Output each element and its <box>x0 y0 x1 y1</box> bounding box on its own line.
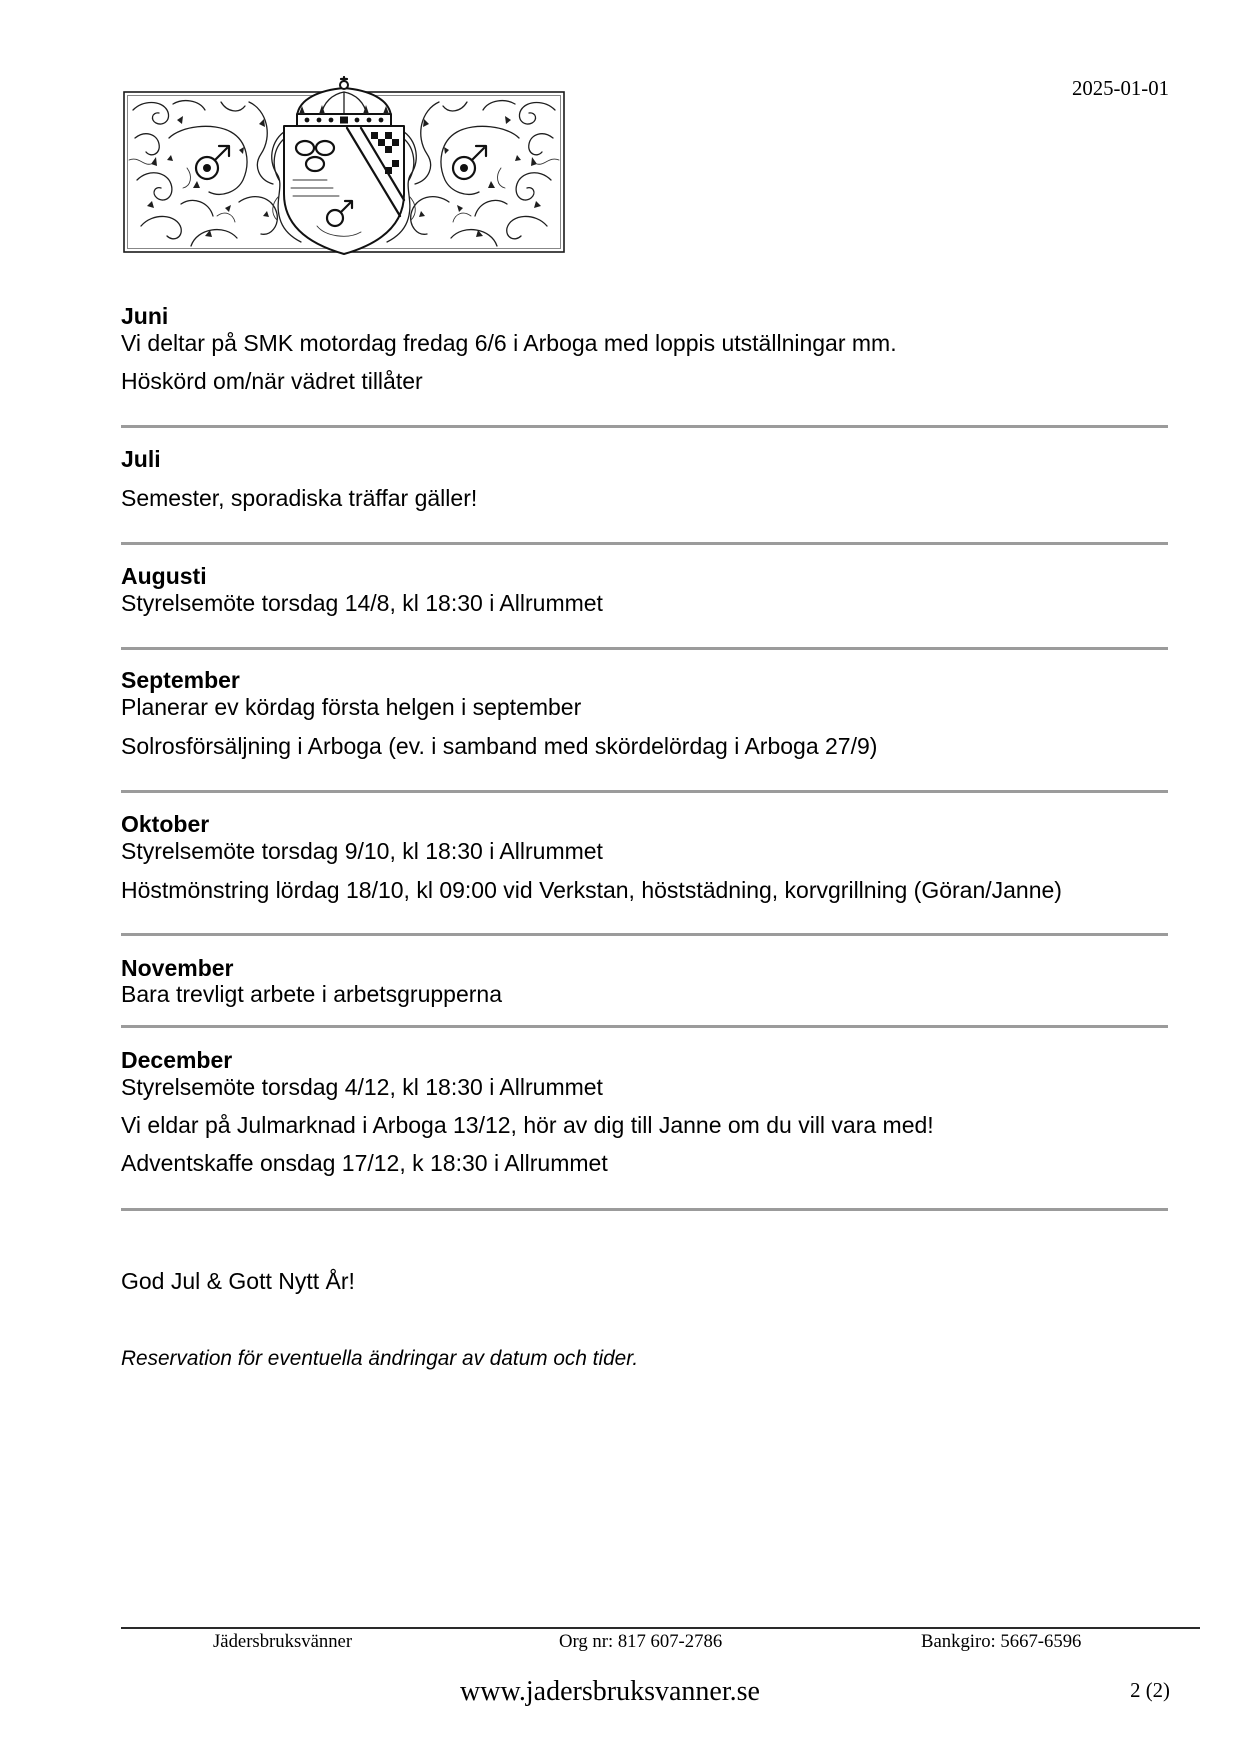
crown-icon <box>297 77 391 126</box>
holiday-greeting: God Jul & Gott Nytt År! <box>121 1268 355 1294</box>
footer-bankgiro: Bankgiro: 5667-6596 <box>921 1631 1082 1652</box>
section-divider <box>121 933 1168 936</box>
section-divider <box>121 425 1168 428</box>
month-heading-oktober: Oktober <box>121 811 210 837</box>
event-line: Adventskaffe onsdag 17/12, k 18:30 i Allrummet <box>121 1150 608 1176</box>
event-line: Styrelsemöte torsdag 9/10, kl 18:30 i Allrummet <box>121 838 603 864</box>
page-number: 2 (2) <box>1130 1679 1170 1702</box>
footer-divider <box>121 1627 1200 1629</box>
month-heading-augusti: Augusti <box>121 563 207 589</box>
event-line: Vi eldar på Julmarknad i Arboga 13/12, hör av dig till Janne om du vill vara med! <box>121 1112 934 1138</box>
coat-of-arms-logo <box>121 76 567 258</box>
event-line: Styrelsemöte torsdag 4/12, kl 18:30 i Allrummet <box>121 1074 603 1100</box>
event-line: Planerar ev kördag första helgen i september <box>121 694 582 720</box>
event-line: Solrosförsäljning i Arboga (ev. i samband med skördelördag i Arboga 27/9) <box>121 733 878 759</box>
event-line: Vi deltar på SMK motordag fredag 6/6 i Arboga med loppis utställningar mm. <box>121 330 897 356</box>
month-heading-december: December <box>121 1047 233 1073</box>
month-heading-juni: Juni <box>121 303 169 329</box>
month-heading-september: September <box>121 667 240 693</box>
disclaimer-note: Reservation för eventuella ändringar av datum och tider. <box>121 1347 639 1370</box>
document-date: 2025-01-01 <box>1071 77 1169 100</box>
section-divider <box>121 790 1168 793</box>
event-line: Semester, sporadiska träffar gäller! <box>121 485 478 511</box>
month-heading-november: November <box>121 955 234 981</box>
section-divider <box>121 1025 1168 1028</box>
event-line: Höstmönstring lördag 18/10, kl 09:00 vid Verkstan, höststädning, korvgrillning (Göran/Janne) <box>121 877 1062 903</box>
section-divider <box>121 1208 1168 1211</box>
footer-association-name: Jädersbruksvänner <box>213 1631 353 1652</box>
event-line: Höskörd om/när vädret tillåter <box>121 368 423 394</box>
month-heading-juli: Juli <box>121 446 161 472</box>
event-line: Bara trevligt arbete i arbetsgrupperna <box>121 981 502 1007</box>
footer-org-number: Org nr: 817 607-2786 <box>559 1631 723 1652</box>
section-divider <box>121 647 1168 650</box>
section-divider <box>121 542 1168 545</box>
footer-website: www.jadersbruksvanner.se <box>460 1676 760 1707</box>
event-line: Styrelsemöte torsdag 14/8, kl 18:30 i Allrummet <box>121 590 603 616</box>
